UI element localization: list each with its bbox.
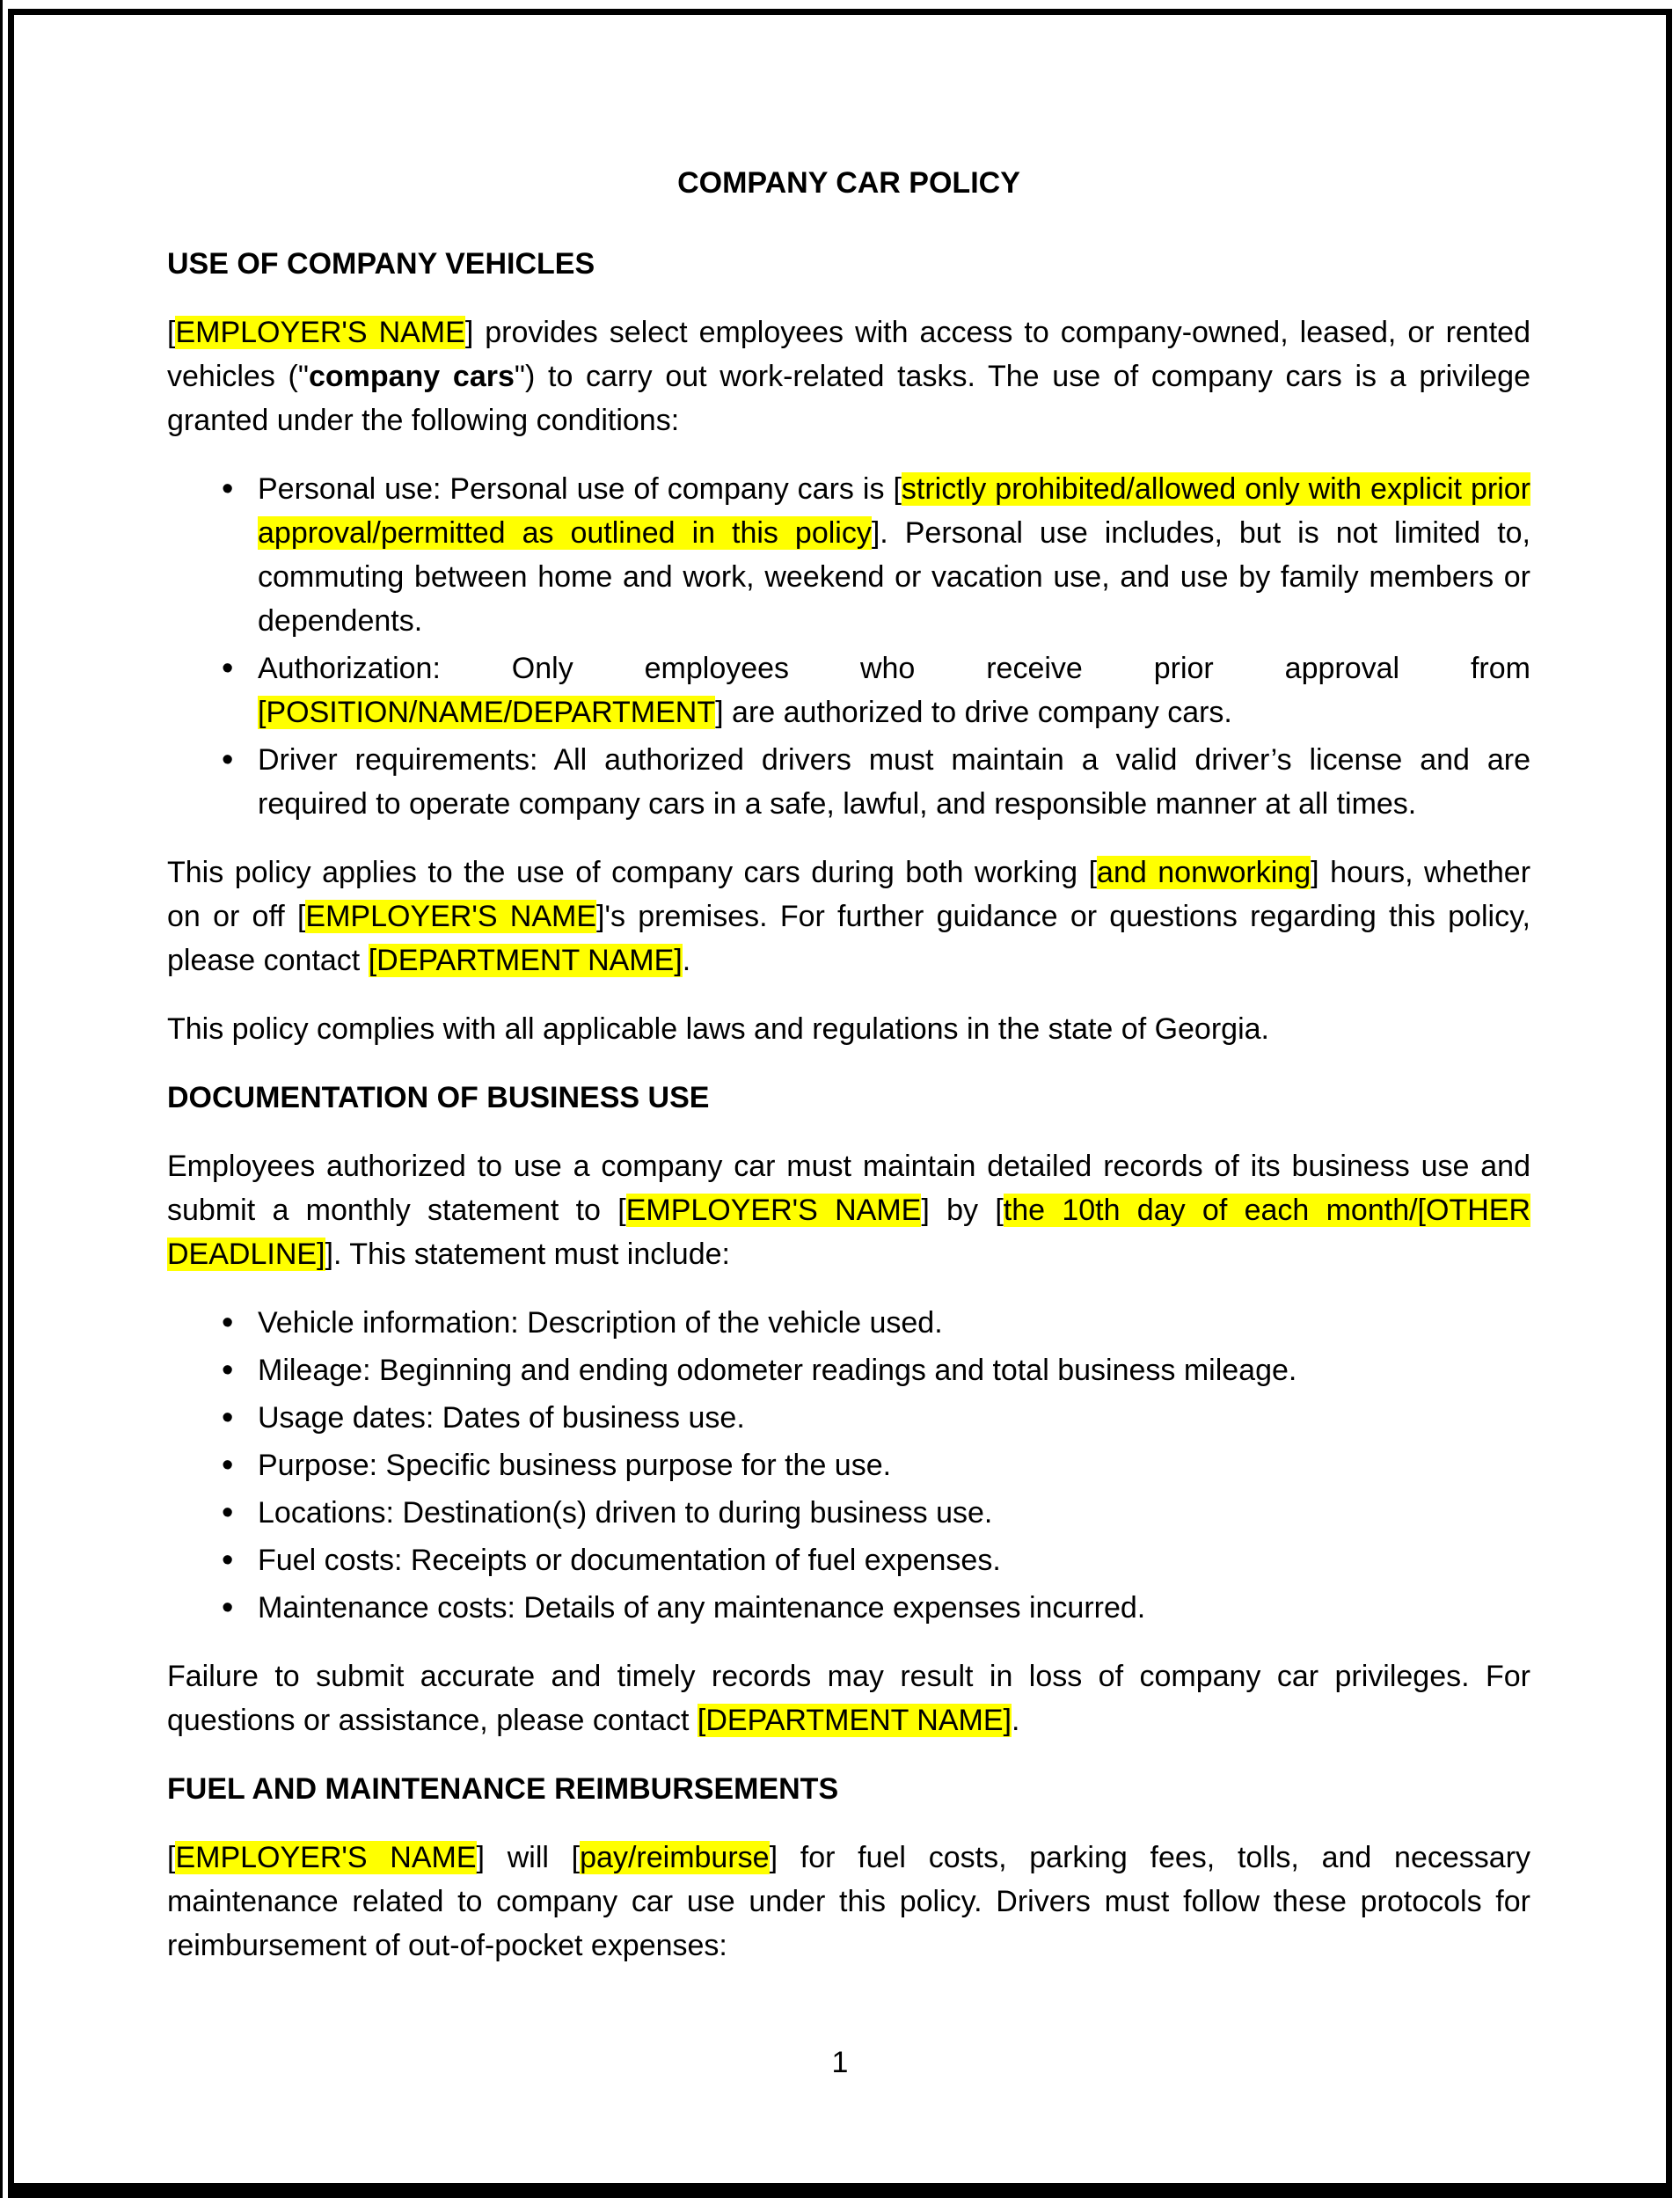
highlighted-placeholder: strictly prohibited/allowed only with explicit prior approval/permitted as outlined in this policy bbox=[258, 472, 1530, 550]
text-run: Driver requirements: All authorized drivers must maintain a valid driver’s license and are required to operate company cars in a safe, lawful, and responsible manner at all times. bbox=[258, 743, 1530, 821]
text-run: Locations: Destination(s) driven to during business use. bbox=[258, 1496, 993, 1530]
list-item-driver-requirements bbox=[222, 738, 1530, 826]
section-heading-use-of-company-vehicles: USE OF COMPANY VEHICLES bbox=[167, 247, 595, 281]
highlighted-placeholder: the 10th day of each month/[OTHER DEADLINE] bbox=[167, 1194, 1530, 1271]
list-item-vehicle-information bbox=[222, 1301, 1530, 1345]
text-run: Failure to submit accurate and timely records may result in loss of company car privileges. For questions or assistance, please contact bbox=[167, 1660, 1530, 1737]
text-run: ] by [ bbox=[921, 1194, 1004, 1227]
text-run: ] hours, whether on or off [ bbox=[167, 856, 1531, 933]
text-run: Usage dates: Dates of business use. bbox=[258, 1401, 745, 1435]
text-run: ] for fuel costs, parking fees, tolls, and necessary maintenance related to company car use under this policy. Drivers must follow these protocols for reimbursement of out-of-pocket expenses: bbox=[167, 1841, 1531, 1962]
list-item-purpose bbox=[222, 1443, 1530, 1487]
scan-edge-artifact bbox=[0, 0, 3, 2198]
text-run: ] are authorized to drive company cars. bbox=[715, 696, 1232, 729]
text-run: . bbox=[682, 944, 691, 977]
list-item-maintenance-costs bbox=[222, 1586, 1530, 1630]
text-run: [ bbox=[167, 316, 176, 349]
text-run: ]. This statement must include: bbox=[325, 1238, 730, 1271]
text-run: ] provides select employees with access to company-owned, leased, or rented vehicles (" bbox=[167, 316, 1530, 393]
text-run: Maintenance costs: Details of any maintenance expenses incurred. bbox=[258, 1591, 1146, 1625]
text-run: Authorization: Only employees who receive prior approval from bbox=[258, 652, 1530, 685]
highlighted-placeholder: [DEPARTMENT NAME] bbox=[368, 944, 683, 977]
paragraph-compliance-georgia bbox=[167, 1007, 1530, 1051]
text-run: [ bbox=[167, 1841, 176, 1874]
text-run: Personal use: Personal use of company cars is [ bbox=[258, 472, 902, 506]
page-number: 1 bbox=[831, 2046, 849, 2079]
text-run: This policy applies to the use of company cars during both working [ bbox=[167, 856, 1098, 889]
bullet-list-conditions bbox=[167, 467, 1530, 826]
highlighted-placeholder: pay/reimburse bbox=[580, 1841, 770, 1874]
text-run: Employees authorized to use a company car must maintain detailed records of its business use and submit a monthly statement to [ bbox=[167, 1150, 1530, 1227]
paragraph-records-statement bbox=[167, 1144, 1530, 1276]
list-item-locations bbox=[222, 1491, 1530, 1535]
text-run: ]'s premises. For further guidance or questions regarding this policy, please contact bbox=[167, 900, 1530, 977]
text-run: ") to carry out work-related tasks. The use of company cars is a privilege granted under the following conditions: bbox=[167, 360, 1530, 437]
highlighted-placeholder: and nonworking bbox=[1097, 856, 1311, 889]
text-run: Mileage: Beginning and ending odometer readings and total business mileage. bbox=[258, 1354, 1297, 1387]
list-item-usage-dates bbox=[222, 1396, 1530, 1440]
document-title: COMPANY CAR POLICY bbox=[677, 166, 1020, 200]
highlighted-placeholder: EMPLOYER'S NAME bbox=[175, 316, 465, 349]
text-run: Fuel costs: Receipts or documentation of fuel expenses. bbox=[258, 1544, 1001, 1577]
highlighted-placeholder: EMPLOYER'S NAME bbox=[175, 1841, 477, 1874]
text-run: . bbox=[1011, 1704, 1020, 1737]
text-run: ] will [ bbox=[476, 1841, 581, 1874]
highlighted-placeholder: [POSITION/NAME/DEPARTMENT bbox=[258, 696, 716, 729]
paragraph-reimbursement-intro bbox=[167, 1836, 1530, 1968]
section-heading-documentation-of-business-use: DOCUMENTATION OF BUSINESS USE bbox=[167, 1081, 710, 1114]
highlighted-placeholder: [DEPARTMENT NAME] bbox=[697, 1704, 1012, 1737]
document-body bbox=[167, 161, 1530, 1992]
paragraph-policy-applies bbox=[167, 851, 1530, 982]
list-item-personal-use bbox=[222, 467, 1530, 643]
section-heading-fuel-and-maintenance-reimbursements: FUEL AND MAINTENANCE REIMBURSEMENTS bbox=[167, 1772, 839, 1806]
text-run: Purpose: Specific business purpose for the use. bbox=[258, 1449, 892, 1482]
text-run: ]. Personal use includes, but is not limited to, commuting between home and work, weekend or vacation use, and use by family members or dependents. bbox=[258, 516, 1531, 638]
paragraph-failure-to-submit bbox=[167, 1654, 1530, 1742]
highlighted-placeholder: EMPLOYER'S NAME bbox=[625, 1194, 922, 1227]
list-item-fuel-costs bbox=[222, 1538, 1530, 1582]
list-item-mileage bbox=[222, 1348, 1530, 1392]
text-run: company cars bbox=[308, 360, 515, 393]
bullet-list-statement-items bbox=[167, 1301, 1530, 1630]
list-item-authorization bbox=[222, 646, 1530, 734]
text-run: This policy complies with all applicable laws and regulations in the state of Georgia. bbox=[167, 1012, 1269, 1046]
text-run: Vehicle information: Description of the vehicle used. bbox=[258, 1306, 943, 1340]
highlighted-placeholder: EMPLOYER'S NAME bbox=[305, 900, 597, 933]
paragraph-intro bbox=[167, 310, 1530, 442]
